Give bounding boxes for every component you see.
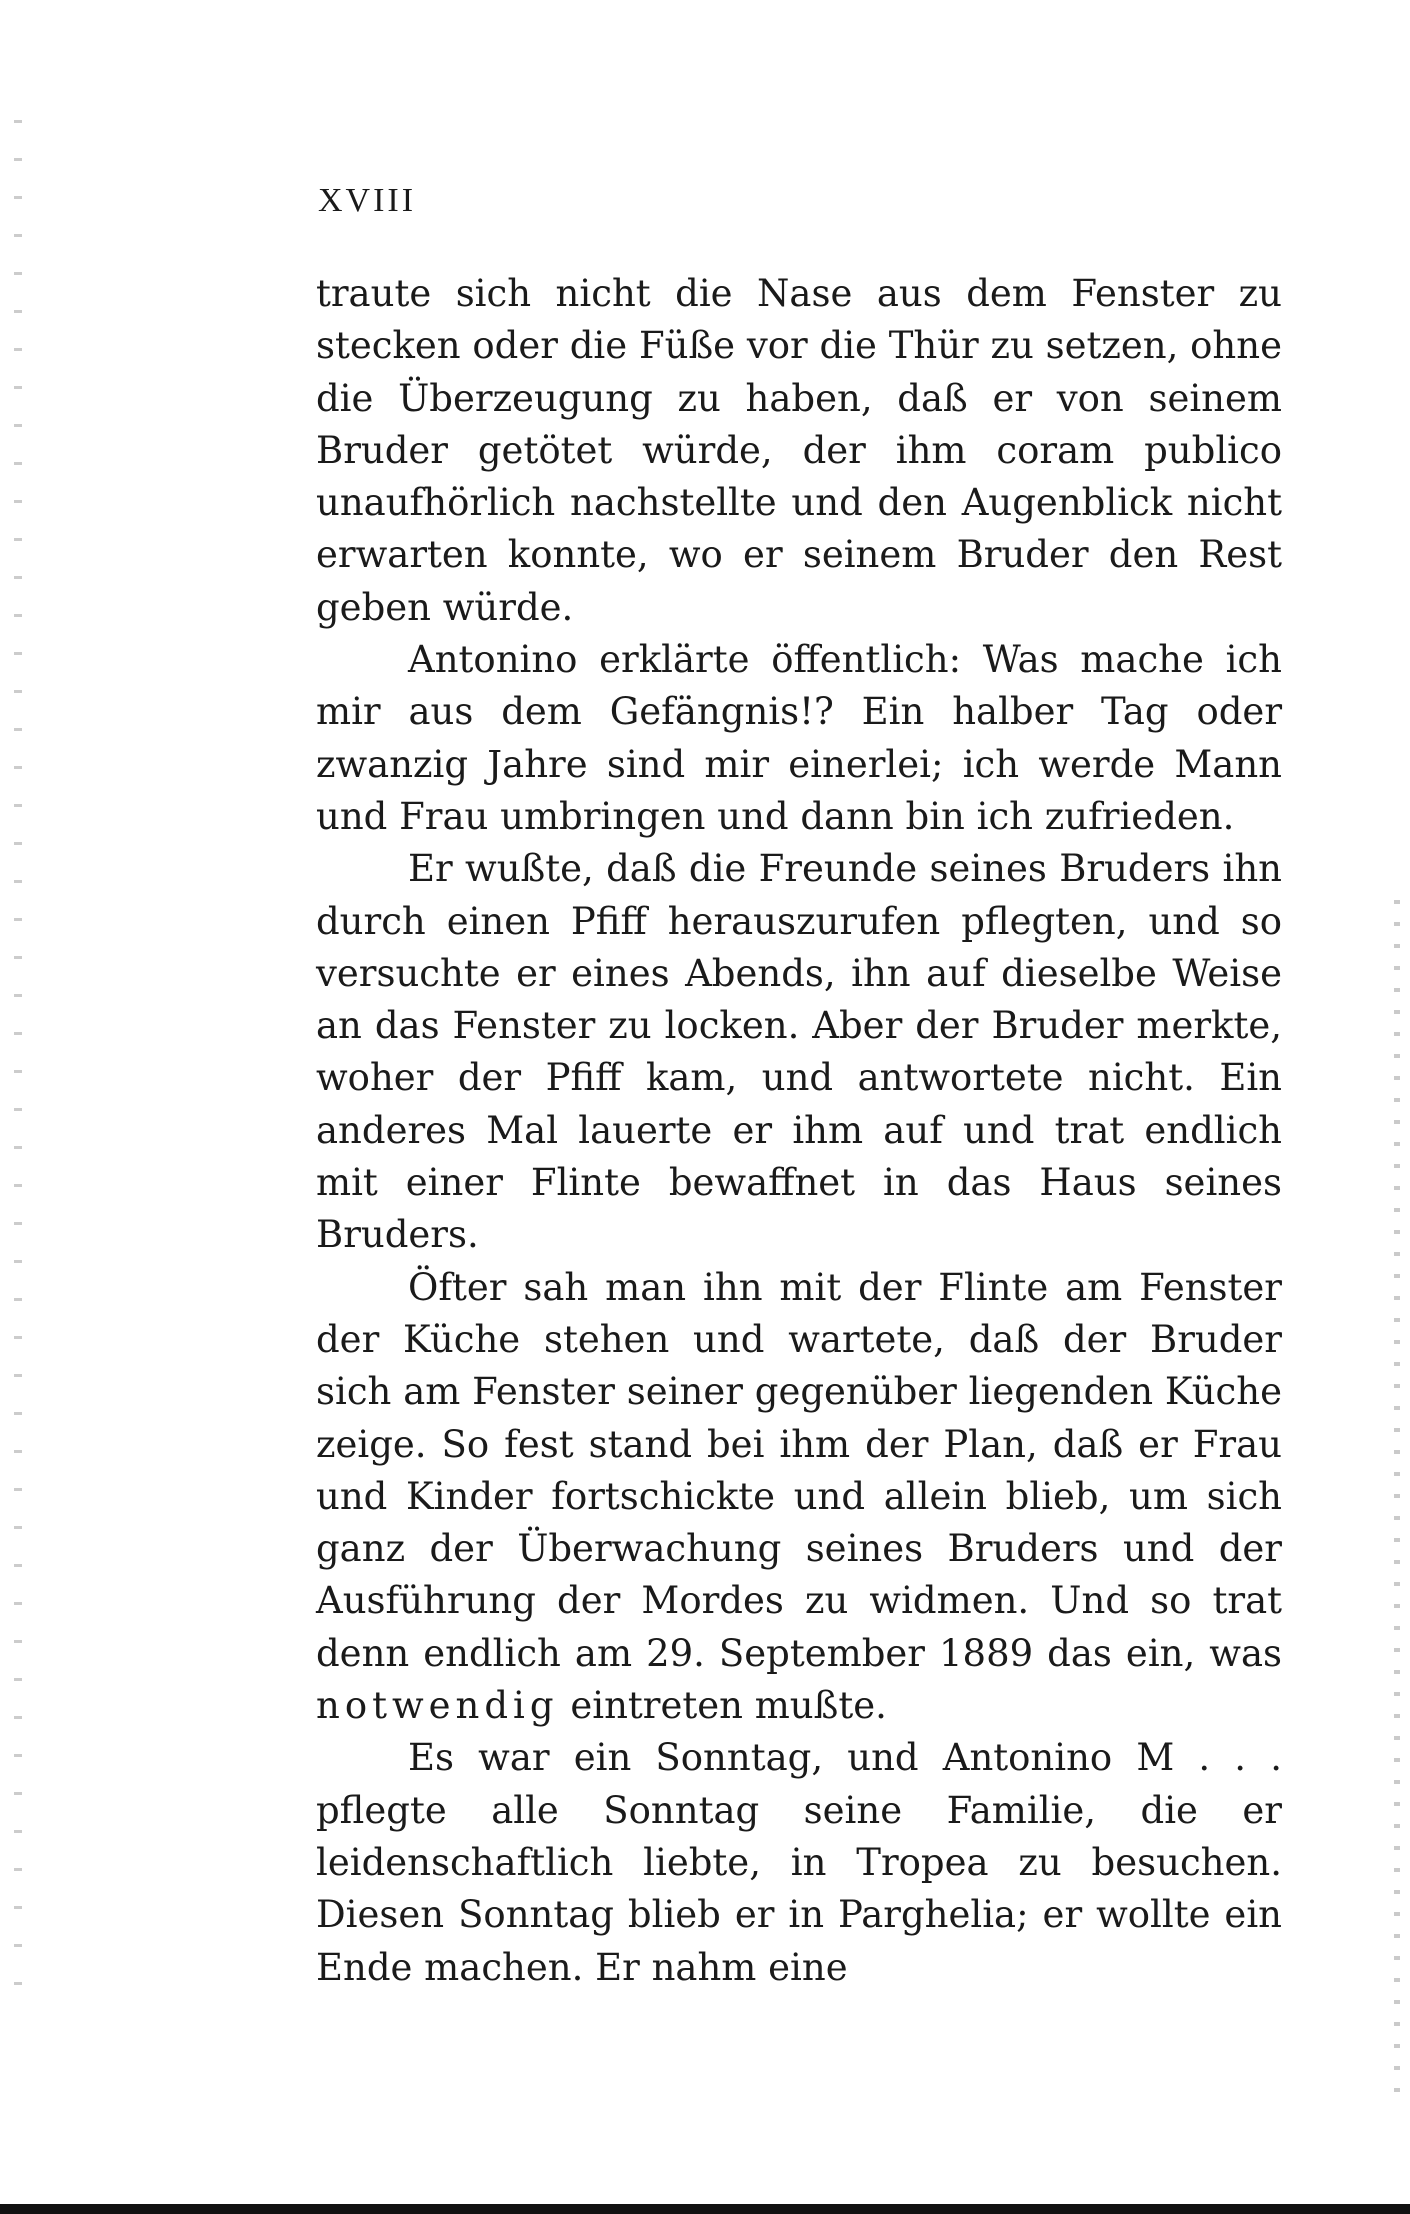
paragraph-4: [316, 1262, 1282, 1733]
emphasized-word: notwendig: [316, 1684, 559, 1728]
paragraph-2: Antonino erklärte öffentlich: Was mache ich mir aus dem Gefängnis!? Ein halber Tag oder zwanzig Jahre sind mir einerlei; ich werde Mann und Frau umbringen und dann bin ich zufrieden.: [316, 638, 1282, 838]
scan-bottom-edge: [0, 2204, 1410, 2214]
paragraph-4-text: Öfter sah man ihn mit der Flinte am Fenster der Küche stehen und wartete, daß der Bruder sich am Fenster seiner gegenüber liegenden Küche zeige. So fest stand bei ihm der Plan, daß er Frau und Kinder fortschickte und allein blieb, um sich ganz der Überwachung seines Bruders und der Ausführung der Mordes zu widmen. Und so trat denn endlich am 29. September 1889 das ein, was: [316, 1265, 1282, 1675]
scan-edge-marks: [1394, 900, 1400, 2100]
paragraph-5: Es war ein Sonntag, und Antonino M . . . pflegte alle Sonntag seine Familie, die er leidenschaftlich liebte, in Tropea zu besuchen. Diesen Sonntag blieb er in Parghelia; er wollte ein Ende machen. Er nahm eine: [316, 1736, 1282, 1989]
scan-gutter-marks: [14, 120, 22, 2020]
page-number: XVIII: [318, 182, 417, 219]
paragraph-1: traute sich nicht die Nase aus dem Fenster zu stecken oder die Füße vor die Thür zu setzen, ohne die Überzeugung zu haben, daß er von seinem Bruder getötet würde, der ihm coram publico unaufhörlich nachstellte und den Augenblick nicht erwarten konnte, wo er seinem Bruder den Rest geben würde.: [316, 272, 1282, 629]
paragraph-4-end: eintreten mußte.: [570, 1684, 887, 1728]
paragraph-3: Er wußte, daß die Freunde seines Bruders ihn durch einen Pfiff herauszurufen pflegten, und so versuchte er eines Abends, ihn auf dieselbe Weise an das Fenster zu locken. Aber der Bruder merkte, woher der Pfiff kam, und antwortete nicht. Ein anderes Mal lauerte er ihm auf und trat endlich mit einer Flinte bewaffnet in das Haus seines Bruders.: [316, 847, 1282, 1257]
body-text: [316, 268, 1282, 1994]
